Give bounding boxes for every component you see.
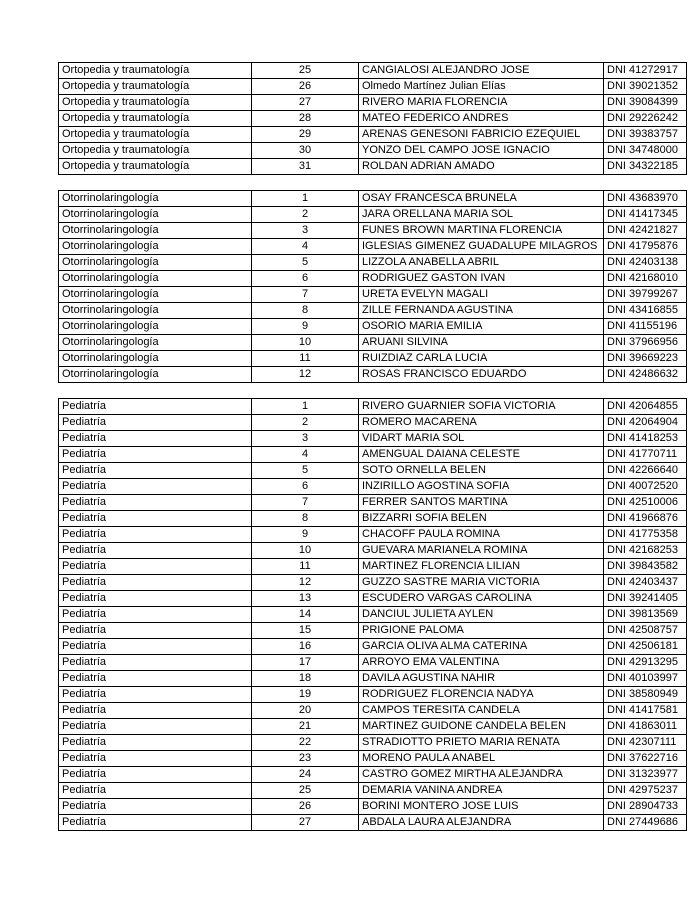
- order-number-cell: 3: [252, 431, 359, 447]
- dni-cell: DNI 42486632: [604, 367, 687, 383]
- order-number-cell: 7: [252, 287, 359, 303]
- table-row: [59, 639, 687, 655]
- dni-cell: DNI 41272917: [604, 63, 687, 79]
- order-number-cell: 12: [252, 367, 359, 383]
- full-name-cell: ABDALA LAURA ALEJANDRA: [359, 815, 604, 831]
- full-name-cell: Olmedo Martínez Julian Elías: [359, 79, 604, 95]
- full-name-cell: MORENO PAULA ANABEL: [359, 751, 604, 767]
- full-name-cell: BIZZARRI SOFIA BELEN: [359, 511, 604, 527]
- dni-cell: DNI 29226242: [604, 111, 687, 127]
- table-row: [59, 703, 687, 719]
- table-row: [59, 591, 687, 607]
- full-name-cell: ARROYO EMA VALENTINA: [359, 655, 604, 671]
- dni-cell: DNI 28904733: [604, 799, 687, 815]
- table-row: [59, 431, 687, 447]
- specialty-cell: Pediatría: [59, 431, 252, 447]
- specialty-cell: Pediatría: [59, 719, 252, 735]
- specialty-cell: Otorrinolaringología: [59, 255, 252, 271]
- dni-cell: DNI 37622716: [604, 751, 687, 767]
- full-name-cell: INZIRILLO AGOSTINA SOFIA: [359, 479, 604, 495]
- table-row: [59, 751, 687, 767]
- full-name-cell: ROSAS FRANCISCO EDUARDO: [359, 367, 604, 383]
- specialty-cell: Pediatría: [59, 767, 252, 783]
- order-number-cell: 1: [252, 191, 359, 207]
- table-row: [59, 335, 687, 351]
- order-number-cell: 5: [252, 255, 359, 271]
- full-name-cell: OSAY FRANCESCA BRUNELA: [359, 191, 604, 207]
- full-name-cell: YONZO DEL CAMPO JOSE IGNACIO: [359, 143, 604, 159]
- table-row: [59, 687, 687, 703]
- dni-cell: DNI 41966876: [604, 511, 687, 527]
- order-number-cell: 4: [252, 239, 359, 255]
- full-name-cell: VIDART MARIA SOL: [359, 431, 604, 447]
- dni-cell: DNI 42975237: [604, 783, 687, 799]
- full-name-cell: DEMARIA VANINA ANDREA: [359, 783, 604, 799]
- table-row: [59, 799, 687, 815]
- dni-cell: DNI 41775358: [604, 527, 687, 543]
- table-row: [59, 223, 687, 239]
- order-number-cell: 7: [252, 495, 359, 511]
- order-number-cell: 11: [252, 559, 359, 575]
- table-row: [59, 767, 687, 783]
- specialty-cell: Pediatría: [59, 495, 252, 511]
- dni-cell: DNI 42403437: [604, 575, 687, 591]
- full-name-cell: ARENAS GENESONI FABRICIO EZEQUIEL: [359, 127, 604, 143]
- full-name-cell: RUIZDIAZ CARLA LUCIA: [359, 351, 604, 367]
- full-name-cell: MARTINEZ GUIDONE CANDELA BELEN: [359, 719, 604, 735]
- order-number-cell: 17: [252, 655, 359, 671]
- full-name-cell: CAMPOS TERESITA CANDELA: [359, 703, 604, 719]
- table-row: [59, 623, 687, 639]
- full-name-cell: ROMERO MACARENA: [359, 415, 604, 431]
- dni-cell: DNI 43683970: [604, 191, 687, 207]
- full-name-cell: GUEVARA MARIANELA ROMINA: [359, 543, 604, 559]
- full-name-cell: SOTO ORNELLA BELEN: [359, 463, 604, 479]
- table-row: [59, 415, 687, 431]
- table-row: [59, 303, 687, 319]
- dni-cell: DNI 41863011: [604, 719, 687, 735]
- dni-cell: DNI 42168253: [604, 543, 687, 559]
- dni-cell: DNI 42913295: [604, 655, 687, 671]
- order-number-cell: 20: [252, 703, 359, 719]
- specialty-cell: Ortopedia y traumatología: [59, 143, 252, 159]
- table-row: [59, 495, 687, 511]
- dni-cell: DNI 39383757: [604, 127, 687, 143]
- table-row: [59, 815, 687, 831]
- specialty-cell: Otorrinolaringología: [59, 335, 252, 351]
- specialty-cell: Pediatría: [59, 559, 252, 575]
- order-number-cell: 2: [252, 415, 359, 431]
- full-name-cell: IGLESIAS GIMENEZ GUADALUPE MILAGROS: [359, 239, 604, 255]
- full-name-cell: URETA EVELYN MAGALI: [359, 287, 604, 303]
- dni-cell: DNI 41417581: [604, 703, 687, 719]
- dni-cell: DNI 39241405: [604, 591, 687, 607]
- table-row: [59, 239, 687, 255]
- table-row: [59, 79, 687, 95]
- table-row: [59, 543, 687, 559]
- specialty-cell: Ortopedia y traumatología: [59, 79, 252, 95]
- dni-cell: DNI 37966956: [604, 335, 687, 351]
- full-name-cell: OSORIO MARIA EMILIA: [359, 319, 604, 335]
- dni-cell: DNI 41155196: [604, 319, 687, 335]
- dni-cell: DNI 39021352: [604, 79, 687, 95]
- table-row: [59, 463, 687, 479]
- specialty-cell: Pediatría: [59, 815, 252, 831]
- specialty-cell: Otorrinolaringología: [59, 303, 252, 319]
- dni-cell: DNI 43416855: [604, 303, 687, 319]
- dni-cell: DNI 41770711: [604, 447, 687, 463]
- table-row: [59, 479, 687, 495]
- table-row: [59, 207, 687, 223]
- specialty-cell: Pediatría: [59, 463, 252, 479]
- specialty-cell: Pediatría: [59, 751, 252, 767]
- order-number-cell: 10: [252, 335, 359, 351]
- specialty-cell: Otorrinolaringología: [59, 223, 252, 239]
- table-row: [59, 559, 687, 575]
- table-row: [59, 319, 687, 335]
- order-number-cell: 29: [252, 127, 359, 143]
- table-row: [59, 191, 687, 207]
- order-number-cell: 27: [252, 815, 359, 831]
- order-number-cell: 9: [252, 527, 359, 543]
- specialty-cell: Pediatría: [59, 511, 252, 527]
- table-row: [59, 783, 687, 799]
- full-name-cell: JARA ORELLANA MARIA SOL: [359, 207, 604, 223]
- table-row: [59, 671, 687, 687]
- specialty-cell: Pediatría: [59, 703, 252, 719]
- table-row: [59, 735, 687, 751]
- full-name-cell: MARTINEZ FLORENCIA LILIAN: [359, 559, 604, 575]
- full-name-cell: GUZZO SASTRE MARIA VICTORIA: [359, 575, 604, 591]
- order-number-cell: 2: [252, 207, 359, 223]
- table-row: [59, 351, 687, 367]
- table-row: [59, 255, 687, 271]
- table-row: [59, 143, 687, 159]
- specialty-cell: Pediatría: [59, 479, 252, 495]
- table-row: [59, 719, 687, 735]
- dni-cell: DNI 34322185: [604, 159, 687, 175]
- table-row: [59, 575, 687, 591]
- order-number-cell: 10: [252, 543, 359, 559]
- dni-cell: DNI 42421827: [604, 223, 687, 239]
- dni-cell: DNI 42510006: [604, 495, 687, 511]
- specialty-cell: Pediatría: [59, 687, 252, 703]
- order-number-cell: 18: [252, 671, 359, 687]
- dni-cell: DNI 41418253: [604, 431, 687, 447]
- specialty-cell: Ortopedia y traumatología: [59, 127, 252, 143]
- table-row: [59, 367, 687, 383]
- dni-cell: DNI 42403138: [604, 255, 687, 271]
- dni-cell: DNI 42506181: [604, 639, 687, 655]
- order-number-cell: 13: [252, 591, 359, 607]
- table-pediatria: [58, 398, 687, 831]
- specialty-cell: Otorrinolaringología: [59, 351, 252, 367]
- order-number-cell: 4: [252, 447, 359, 463]
- order-number-cell: 6: [252, 479, 359, 495]
- order-number-cell: 26: [252, 799, 359, 815]
- full-name-cell: ROLDAN ADRIAN AMADO: [359, 159, 604, 175]
- table-row: [59, 399, 687, 415]
- table-row: [59, 127, 687, 143]
- dni-cell: DNI 39669223: [604, 351, 687, 367]
- order-number-cell: 12: [252, 575, 359, 591]
- specialty-cell: Pediatría: [59, 783, 252, 799]
- order-number-cell: 23: [252, 751, 359, 767]
- full-name-cell: RODRIGUEZ FLORENCIA NADYA: [359, 687, 604, 703]
- specialty-cell: Pediatría: [59, 447, 252, 463]
- full-name-cell: FERRER SANTOS MARTINA: [359, 495, 604, 511]
- specialty-cell: Otorrinolaringología: [59, 319, 252, 335]
- full-name-cell: MATEO FEDERICO ANDRES: [359, 111, 604, 127]
- order-number-cell: 22: [252, 735, 359, 751]
- table-row: [59, 111, 687, 127]
- specialty-cell: Pediatría: [59, 399, 252, 415]
- specialty-cell: Otorrinolaringología: [59, 287, 252, 303]
- specialty-cell: Otorrinolaringología: [59, 367, 252, 383]
- order-number-cell: 11: [252, 351, 359, 367]
- order-number-cell: 26: [252, 79, 359, 95]
- specialty-cell: Otorrinolaringología: [59, 191, 252, 207]
- dni-cell: DNI 42064904: [604, 415, 687, 431]
- order-number-cell: 1: [252, 399, 359, 415]
- table-row: [59, 607, 687, 623]
- dni-cell: DNI 42508757: [604, 623, 687, 639]
- order-number-cell: 25: [252, 63, 359, 79]
- specialty-cell: Pediatría: [59, 655, 252, 671]
- dni-cell: DNI 42266640: [604, 463, 687, 479]
- order-number-cell: 8: [252, 511, 359, 527]
- full-name-cell: ZILLE FERNANDA AGUSTINA: [359, 303, 604, 319]
- table-otorrinolaringologia: [58, 190, 687, 383]
- dni-cell: DNI 40103997: [604, 671, 687, 687]
- specialty-cell: Pediatría: [59, 543, 252, 559]
- specialty-cell: Pediatría: [59, 735, 252, 751]
- specialty-cell: Ortopedia y traumatología: [59, 63, 252, 79]
- order-number-cell: 21: [252, 719, 359, 735]
- dni-cell: DNI 39799267: [604, 287, 687, 303]
- order-number-cell: 5: [252, 463, 359, 479]
- full-name-cell: AMENGUAL DAIANA CELESTE: [359, 447, 604, 463]
- dni-cell: DNI 39084399: [604, 95, 687, 111]
- dni-cell: DNI 31323977: [604, 767, 687, 783]
- specialty-cell: Ortopedia y traumatología: [59, 159, 252, 175]
- full-name-cell: PRIGIONE PALOMA: [359, 623, 604, 639]
- dni-cell: DNI 42307111: [604, 735, 687, 751]
- dni-cell: DNI 42064855: [604, 399, 687, 415]
- table-row: [59, 527, 687, 543]
- table-row: [59, 63, 687, 79]
- order-number-cell: 24: [252, 767, 359, 783]
- specialty-cell: Otorrinolaringología: [59, 271, 252, 287]
- specialty-cell: Pediatría: [59, 623, 252, 639]
- specialty-cell: Ortopedia y traumatología: [59, 111, 252, 127]
- order-number-cell: 8: [252, 303, 359, 319]
- dni-cell: DNI 39813569: [604, 607, 687, 623]
- specialty-cell: Pediatría: [59, 527, 252, 543]
- specialty-cell: Pediatría: [59, 591, 252, 607]
- table-row: [59, 287, 687, 303]
- dni-cell: DNI 27449686: [604, 815, 687, 831]
- full-name-cell: ARUANI SILVINA: [359, 335, 604, 351]
- dni-cell: DNI 41795876: [604, 239, 687, 255]
- specialty-cell: Pediatría: [59, 607, 252, 623]
- table-row: [59, 271, 687, 287]
- dni-cell: DNI 41417345: [604, 207, 687, 223]
- full-name-cell: CHACOFF PAULA ROMINA: [359, 527, 604, 543]
- full-name-cell: DANCIUL JULIETA AYLEN: [359, 607, 604, 623]
- table-row: [59, 95, 687, 111]
- table-row: [59, 511, 687, 527]
- order-number-cell: 9: [252, 319, 359, 335]
- order-number-cell: 31: [252, 159, 359, 175]
- full-name-cell: DAVILA AGUSTINA NAHIR: [359, 671, 604, 687]
- full-name-cell: CASTRO GOMEZ MIRTHA ALEJANDRA: [359, 767, 604, 783]
- order-number-cell: 30: [252, 143, 359, 159]
- specialty-cell: Otorrinolaringología: [59, 239, 252, 255]
- dni-cell: DNI 38580949: [604, 687, 687, 703]
- dni-cell: DNI 34748000: [604, 143, 687, 159]
- order-number-cell: 25: [252, 783, 359, 799]
- full-name-cell: BORINI MONTERO JOSE LUIS: [359, 799, 604, 815]
- specialty-cell: Pediatría: [59, 671, 252, 687]
- specialty-cell: Ortopedia y traumatología: [59, 95, 252, 111]
- order-number-cell: 27: [252, 95, 359, 111]
- full-name-cell: FUNES BROWN MARTINA FLORENCIA: [359, 223, 604, 239]
- order-number-cell: 6: [252, 271, 359, 287]
- full-name-cell: LIZZOLA ANABELLA ABRIL: [359, 255, 604, 271]
- full-name-cell: ESCUDERO VARGAS CAROLINA: [359, 591, 604, 607]
- dni-cell: DNI 39843582: [604, 559, 687, 575]
- specialty-cell: Pediatría: [59, 575, 252, 591]
- specialty-cell: Otorrinolaringología: [59, 207, 252, 223]
- full-name-cell: CANGIALOSI ALEJANDRO JOSE: [359, 63, 604, 79]
- table-row: [59, 655, 687, 671]
- full-name-cell: RIVERO GUARNIER SOFIA VICTORIA: [359, 399, 604, 415]
- order-number-cell: 19: [252, 687, 359, 703]
- order-number-cell: 14: [252, 607, 359, 623]
- order-number-cell: 28: [252, 111, 359, 127]
- specialty-cell: Pediatría: [59, 415, 252, 431]
- full-name-cell: STRADIOTTO PRIETO MARIA RENATA: [359, 735, 604, 751]
- table-ortopedia: [58, 62, 687, 175]
- table-row: [59, 447, 687, 463]
- full-name-cell: RIVERO MARIA FLORENCIA: [359, 95, 604, 111]
- specialty-cell: Pediatría: [59, 639, 252, 655]
- dni-cell: DNI 40072520: [604, 479, 687, 495]
- specialty-cell: Pediatría: [59, 799, 252, 815]
- order-number-cell: 15: [252, 623, 359, 639]
- dni-cell: DNI 42168010: [604, 271, 687, 287]
- order-number-cell: 16: [252, 639, 359, 655]
- full-name-cell: GARCIA OLIVA ALMA CATERINA: [359, 639, 604, 655]
- full-name-cell: RODRIGUEZ GASTON IVAN: [359, 271, 604, 287]
- order-number-cell: 3: [252, 223, 359, 239]
- table-row: [59, 159, 687, 175]
